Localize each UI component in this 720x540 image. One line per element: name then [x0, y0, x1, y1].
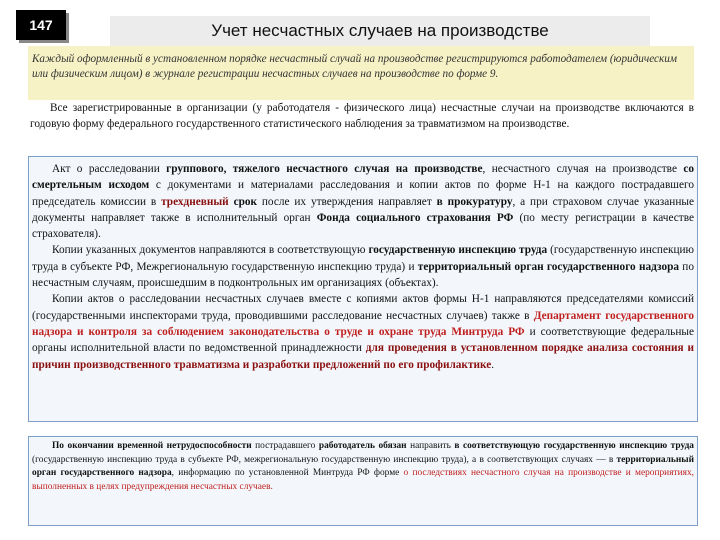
text-run: после их утверждения направляет [257, 195, 437, 208]
investigation-paragraph-2 [32, 242, 694, 291]
text-run: по несчастным случаям, происшедшим в подконтрольных им организациях (объектах). [32, 260, 694, 290]
text-run-bold: территориальный орган государственного надзора [32, 454, 694, 479]
text-run-highlight: для проведения в установленном порядке анализа состояния и причин производственного травматизма и разработки предложений по его профилактике [32, 342, 695, 371]
text-run-bold: в прокуратуру [436, 195, 513, 208]
text-run: направить [406, 441, 455, 451]
paragraph-statistics [30, 100, 694, 132]
investigation-paragraph-3 [32, 291, 694, 372]
text-run: . [491, 358, 495, 371]
employer-obligation-box [28, 436, 698, 526]
investigation-paragraph-1 [32, 161, 694, 242]
text-run-bold: в соответствующую государственную инспекцию труда [454, 441, 694, 451]
text-run: и соответствующие федеральные органы исполнительной власти по ведомственной принадлежности [32, 325, 694, 355]
text-run: , несчастного случая на производстве [482, 163, 684, 175]
text-run-bold: срок [233, 195, 258, 208]
slide-title: Учет несчастных случаев на производстве [110, 16, 650, 46]
paragraph-statistics-text: Все зарегистрированные в организации (у работодателя - физического лица) несчастные случаи на производстве включаются в годовую форму федерального государственного статистического наблюдения за травматизмом на производстве. [30, 102, 694, 130]
text-run-bold: государственную инспекцию труда [368, 244, 548, 257]
text-run-bold: территориальный орган государственного надзора [417, 260, 680, 273]
text-run: , а при страховом случае указанные документы направляет также в исполнительный орган [32, 195, 694, 224]
text-run: Копии актов о расследовании несчастных случаев вместе с копиями актов формы Н-1 направляются председателями комиссий (государственными инспекторами труда, проводившими расследование несчастных случаев) также в [32, 293, 694, 322]
text-run-bold: По окончании временной нетрудоспособности [52, 441, 252, 451]
text-run: с документами и материалами расследования и копии актов по форме Н-1 на каждого пострадавшего председатель комиссии в [32, 179, 694, 208]
text-run-highlight: трехдневный [161, 195, 229, 208]
text-run: (по месту регистрации в качестве страхователя). [32, 211, 695, 241]
text-run: Акт о расследовании [52, 163, 167, 175]
text-run-bold: работодатель обязан [318, 441, 407, 451]
text-run: пострадавшего [251, 441, 319, 451]
investigation-box [28, 156, 698, 422]
text-run-bold: Фонда социального страхования РФ [316, 211, 514, 224]
employer-obligation-paragraph [32, 440, 694, 494]
text-run: , информацию по установленной Минтруда РФ форме [171, 468, 404, 479]
slide-number-badge: 147 [16, 10, 66, 40]
text-run: (государственную инспекцию труда в субъекте РФ, межрегиональную государственную инспекцию труда), а в соответствующих случаях — в [32, 454, 617, 465]
text-run-red: о последствиях несчастного случая на производстве и мероприятиях, выполненных в целях предупреждения несчастных случаев. [32, 468, 694, 492]
text-run-red: Департамент государственного надзора и контроля за соблюдением законодательства о труде и охране труда Минтруда РФ [32, 309, 694, 338]
text-run: Копии указанных документов направляются в соответствующую [52, 244, 369, 257]
intro-text: Каждый оформленный в установленном порядке несчастный случай на производстве регистрируются работодателем (юридическим или физическим лицом) в журнале регистрации несчастных случаев на производстве по форме 9. [32, 53, 677, 80]
text-run-bold: группового, тяжелого несчастного случая на производстве [166, 163, 483, 175]
text-run: (государственную инспекцию труда в субъекте РФ, Межрегиональную государственную инспекцию труда) и [32, 244, 694, 273]
text-run-bold: со смертельным исходом [32, 163, 695, 192]
